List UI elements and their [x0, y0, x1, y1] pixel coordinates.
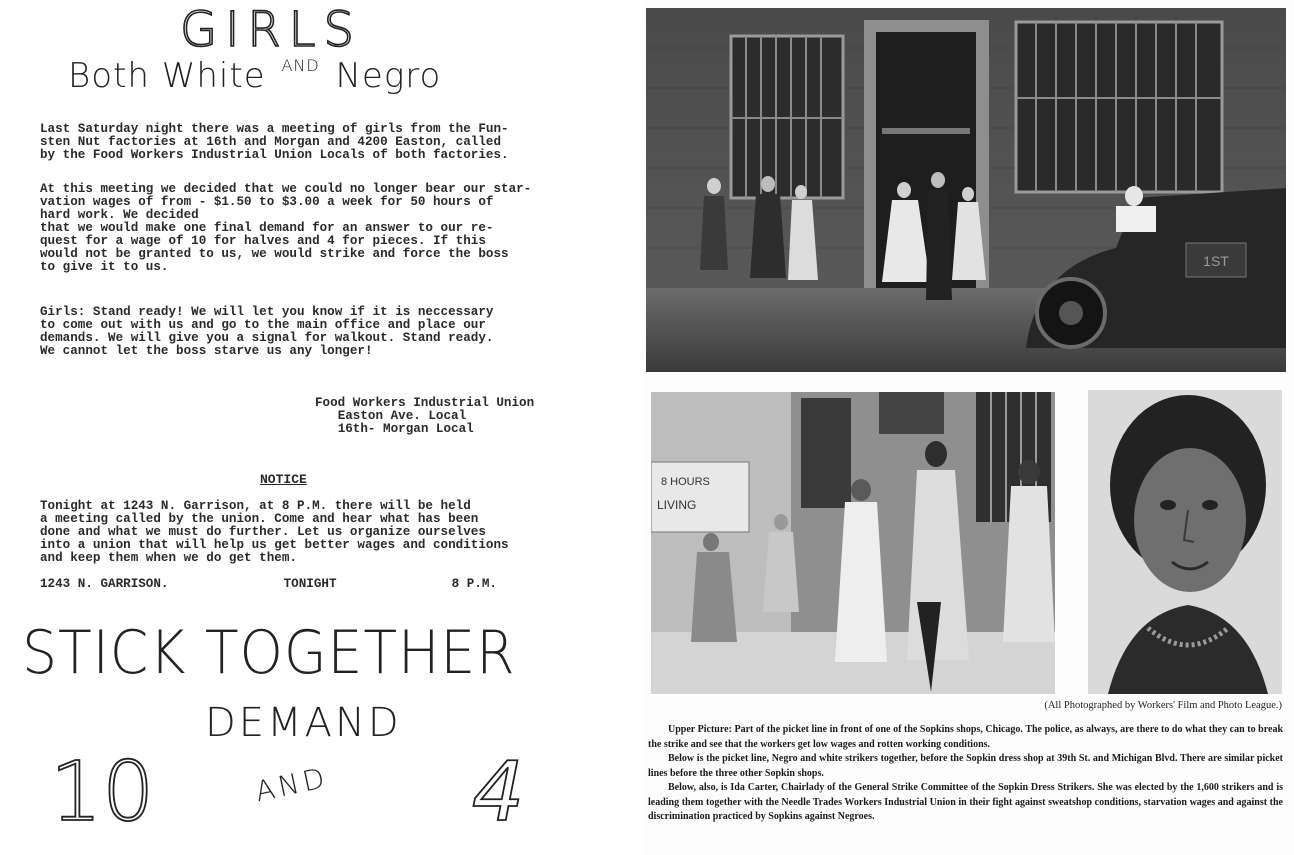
union-signature: Food Workers Industrial Union Easton Ave. Local 16th- Morgan Local [315, 396, 535, 436]
picket-sign-line2: LIVING [657, 498, 697, 512]
leaflet-title: GIRLS [180, 2, 362, 58]
demand-ten: 10 [50, 745, 155, 840]
subtitle-and: AND [281, 56, 320, 75]
photo-portrait-ida-carter [1088, 390, 1282, 694]
notice-footer [40, 578, 625, 591]
footer-tonight: TONIGHT [283, 577, 337, 591]
subtitle-part2: Negro [335, 56, 442, 96]
union-leaflet [0, 0, 640, 855]
picket-sign-line1: 8 HOURS [661, 476, 710, 488]
slogan-stick-together: STICK TOGETHER [22, 618, 516, 688]
demand-paragraph: At this meeting we decided that we could no longer bear our star- vation wages of from - $1.50 to $3.00 a week for 50 hours of hard work. We decided that we would make one final demand for an answer to our re- quest for a wage of 10 for halves and 4 for pieces. If this would not be granted to us, we would strike and force the boss to give it to us. [40, 182, 532, 274]
meeting-paragraph: Last Saturday night there was a meeting of girls from the Fun- sten Nut factories at 16th and Morgan and 4200 Easton, called by the Food Workers Industrial Union Locals of both factories. [40, 122, 509, 162]
stand-ready-paragraph: Girls: Stand ready! We will let you know if it is neccessary to come out with us and go to the main office and place our demands. We will give you a signal for walkout. Stand ready. We cannot let the boss starve us any longer! [40, 305, 494, 358]
slogan-demand: DEMAND [205, 700, 402, 746]
caption-ida-carter: Below, also, is Ida Carter, Chairlady of the General Strike Committee of the Sopkin Dress Strikers. She was elected by the 1,600 strikers and is leading them together with the Needle Trades Workers Industrial Union in their fight against sweatshop conditions, starvation wages and against the discrimination practiced by Sopkins against Negroes. [648, 782, 1283, 822]
photo-credit: (All Photographed by Workers' Film and Photo League.) [1044, 700, 1282, 711]
photo-picket-line-lower [651, 392, 1055, 694]
demand-four: 4 [472, 745, 525, 840]
car-plate-text: 1ST [1203, 253, 1229, 269]
caption-upper-picture: Upper Picture: Part of the picket line in front of one of the Sopkins shops, Chicago. The police, as always, are there to do what they can to break the strike and see that the workers get low wages and rotten working conditions. [648, 724, 1283, 750]
photo-caption [648, 723, 1283, 825]
photo-picket-line-upper [646, 8, 1286, 372]
footer-time: 8 P.M. [451, 577, 497, 591]
subtitle-part1: Both White [68, 56, 266, 96]
newspaper-clipping [643, 0, 1294, 855]
notice-body: Tonight at 1243 N. Garrison, at 8 P.M. there will be held a meeting called by the union. Come and hear what has been done and what we must do further. Let us organize ourselves into a union that will help us get better wages and conditions and keep them when we do get them. [40, 499, 509, 565]
notice-heading: NOTICE [260, 472, 307, 487]
leaflet-subtitle [68, 56, 441, 96]
demand-and: AND [252, 760, 332, 809]
caption-picket-line: Below is the picket line, Negro and white strikers together, before the Sopkin dress shop at 39th St. and Michigan Blvd. There are similar picket lines before the three other Sopkin shops. [648, 753, 1283, 779]
footer-address: 1243 N. GARRISON. [40, 577, 169, 591]
